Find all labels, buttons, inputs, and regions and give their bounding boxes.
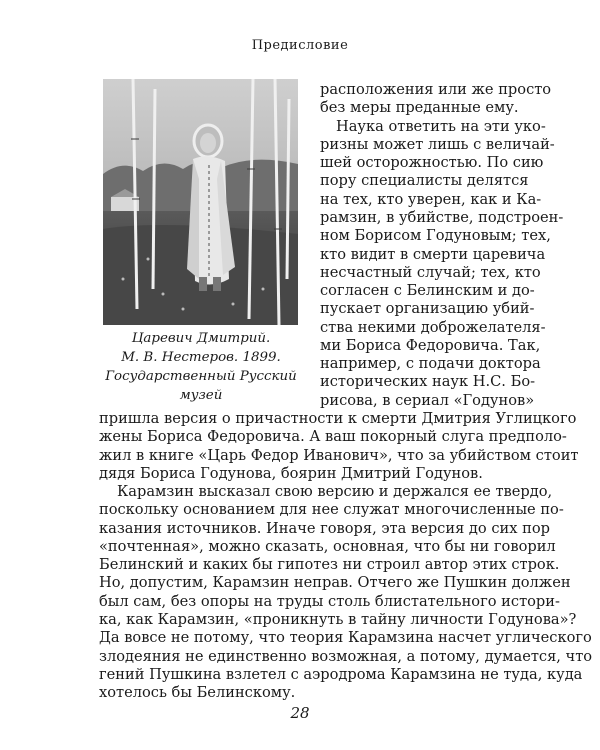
figure-caption <box>96 329 306 405</box>
text-line: шей осторожностью. По сию <box>320 154 544 172</box>
text-line: поскольку основанием для нее служат многочисленные по- <box>99 501 564 519</box>
text-line: Да вовсе не потому, что теория Карамзина насчет углического <box>99 629 592 647</box>
text-line: на тех, кто уверен, как и Ка- <box>320 190 542 208</box>
text-line: ризны может лишь с величай- <box>320 135 555 153</box>
caption-line: Царевич Дмитрий. <box>131 331 271 346</box>
text-line: пускает организацию убий- <box>320 300 535 318</box>
text-line: рисова, в сериал «Годунов» <box>320 391 535 409</box>
text-line: жены Бориса Федоровича. А ваш покорный слуга предполо- <box>99 428 567 446</box>
caption-line: М. В. Нестеров. 1899. <box>121 350 281 365</box>
painting-figure <box>103 79 298 325</box>
text-line: гений Пушкина взлетел с аэродрома Карамзина не туда, куда <box>99 665 583 683</box>
text-line: исторических наук Н.С. Бо- <box>320 373 536 391</box>
text-line: жил в книге «Царь Федор Иванович», что за убийством стоит <box>99 446 579 464</box>
text-line: расположения или же просто <box>320 81 552 98</box>
text-line: пору специалисты делятся <box>320 172 529 190</box>
text-line: ства некими доброжелателя- <box>320 318 546 336</box>
text-line: Но, допустим, Карамзин неправ. Отчего же Пушкин должен <box>99 574 571 592</box>
running-header: Предисловие <box>251 38 349 53</box>
caption-line: музей <box>179 388 223 403</box>
text-line: пришла версия о причастности к смерти Дмитрия Углицкого <box>99 409 577 427</box>
text-line: без меры преданные ему. <box>320 99 519 117</box>
text-line: кто видит в смерти царевича <box>320 245 546 263</box>
text-line: был сам, без опоры на труды столь блистательного истори- <box>99 592 560 610</box>
painting-tsarevich-dmitry <box>103 79 298 325</box>
text-line: согласен с Белинским и до- <box>320 282 535 299</box>
text-line: дядя Бориса Годунова, боярин Дмитрий Годунов. <box>99 464 483 482</box>
text-line: злодеяния не единственно возможная, а потому, думается, что <box>99 647 593 665</box>
text-line: ка, как Карамзин, «проникнуть в тайну личности Годунова»? <box>99 610 577 628</box>
paragraph-start-line: Наука ответить на эти уко- <box>336 117 546 135</box>
text-line: казания источников. Иначе говоря, эта версия до сих пор <box>99 519 550 537</box>
text-line: Белинский и каких бы гипотез ни строил автор этих строк. <box>99 556 560 574</box>
text-line: несчастный случай; тех, кто <box>320 263 541 281</box>
text-line: «почтенная», можно сказать, основная, что бы ни говорил <box>99 537 556 555</box>
caption-line: Государственный Русский <box>105 369 297 384</box>
text-line: рамзин, в убийстве, подстроен- <box>320 208 564 226</box>
page-number: 28 <box>290 704 310 722</box>
text-line: например, с подачи доктора <box>320 355 541 373</box>
text-line: хотелось бы Белинскому. <box>99 684 296 701</box>
text-line: ми Бориса Федоровича. Так, <box>320 336 541 354</box>
text-line: ном Борисом Годуновым; тех, <box>320 227 551 245</box>
paragraph-start-line: Карамзин высказал свою версию и держался ее твердо, <box>117 483 553 500</box>
